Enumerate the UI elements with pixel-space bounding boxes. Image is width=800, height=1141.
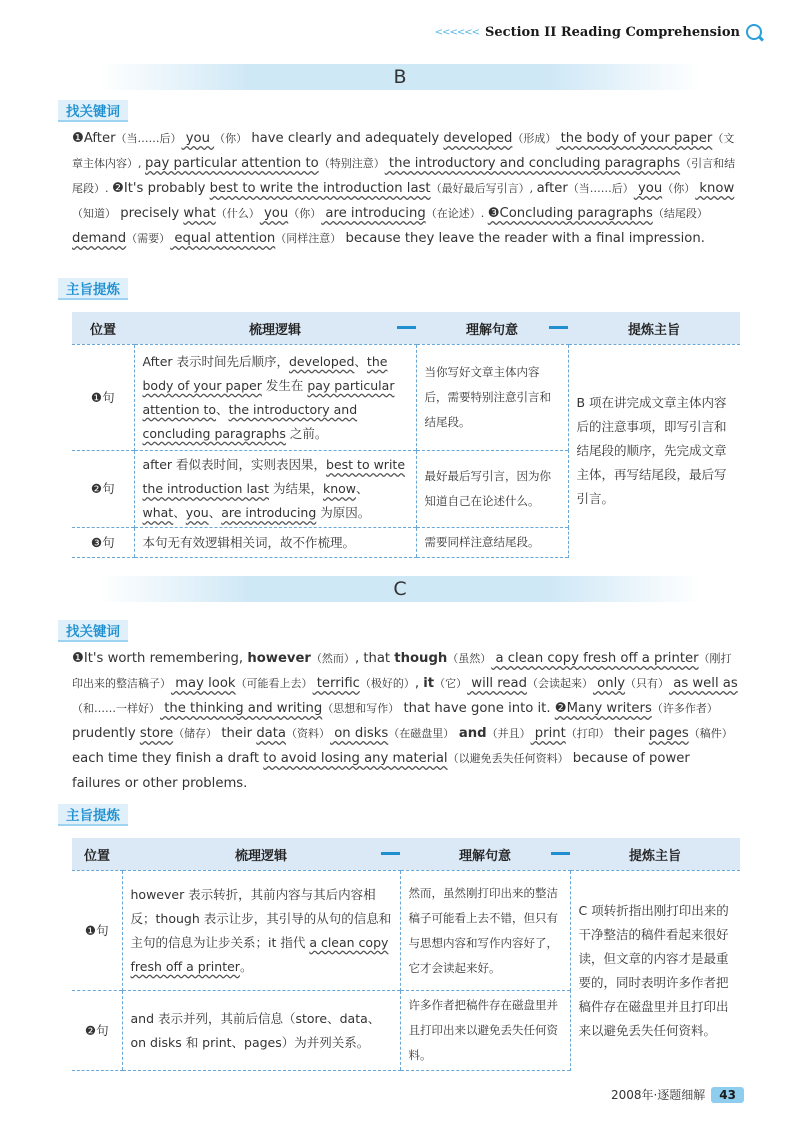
text-segment: that have gone into it. bbox=[399, 701, 555, 716]
text-segment: have clearly and adequately bbox=[247, 131, 444, 146]
text-segment: it bbox=[423, 676, 435, 691]
keyword: the body of your paper bbox=[142, 353, 388, 393]
text-segment: ❶It's worth remembering, bbox=[72, 651, 248, 666]
section-b-keywords-tag: 找关键词 bbox=[58, 100, 128, 122]
header-logic: 梳理逻辑 bbox=[134, 312, 416, 345]
text-segment: their bbox=[609, 726, 649, 741]
row-logic bbox=[122, 871, 400, 991]
row-position: ❶句 bbox=[72, 871, 122, 991]
footer-text: 2008年·逐题细解 bbox=[610, 1088, 706, 1102]
row-sentence: 最好最后写引言，因为你知道自己在论述什么。 bbox=[416, 451, 568, 528]
text-segment: （你） bbox=[288, 207, 322, 220]
text-segment: （结尾段） bbox=[652, 207, 708, 220]
text-segment: （并且） bbox=[486, 727, 531, 740]
text-segment: （资料） bbox=[286, 727, 331, 740]
text-segment: （引言和结尾段）. bbox=[72, 157, 736, 195]
text-segment: because of power failures or other problems. bbox=[72, 751, 690, 791]
row-position: ❷句 bbox=[72, 451, 134, 528]
text-segment: （需要） bbox=[126, 232, 171, 245]
text-segment: （思想和写作） bbox=[322, 702, 400, 715]
section-c-letter: C bbox=[393, 578, 407, 600]
row-sentence: 当你写好文章主体内容后，需要特别注意引言和结尾段。 bbox=[416, 345, 568, 451]
keyword: demand bbox=[72, 231, 127, 246]
text-segment: （打印） bbox=[565, 727, 610, 740]
text-segment: （当……后） bbox=[567, 182, 634, 195]
row-logic bbox=[134, 528, 416, 558]
keyword: know bbox=[322, 481, 357, 496]
main-idea-cell: B 项在讲完成文章主体内容后的注意事项，即写引言和结尾段的顺序，先完成文章主体，再写结尾段，最后写引言。 bbox=[568, 345, 740, 558]
header-logic: 梳理逻辑 bbox=[122, 838, 400, 871]
text-segment: （当……后） bbox=[115, 132, 182, 145]
text-segment: （会读起来） bbox=[526, 677, 593, 690]
keyword: pages bbox=[648, 726, 689, 741]
text-segment: （形成） bbox=[512, 132, 557, 145]
keyword: equal attention bbox=[170, 231, 276, 246]
text-segment: （储存） bbox=[173, 727, 218, 740]
text-segment: their bbox=[217, 726, 257, 741]
search-icon bbox=[746, 24, 762, 40]
text-segment: 、 bbox=[208, 505, 222, 520]
row-logic bbox=[122, 991, 400, 1071]
keyword: ❸Concluding paragraphs bbox=[487, 206, 653, 221]
row-sentence: 许多作者把稿件存在磁盘里并且打印出来以避免丢失任何资料。 bbox=[400, 991, 570, 1071]
keyword: only bbox=[592, 676, 626, 691]
row-position: ❶句 bbox=[72, 345, 134, 451]
row-sentence: 然而，虽然刚打印出来的整洁稿子可能看上去不错，但只有与思想内容和写作内容好了，它才会读起来好。 bbox=[400, 871, 570, 991]
section-c-main-tag: 主旨提炼 bbox=[58, 804, 128, 826]
page-header bbox=[435, 24, 762, 40]
row-sentence: 需要同样注意结尾段。 bbox=[416, 528, 568, 558]
keyword: a clean copy fresh off a printer bbox=[491, 651, 699, 666]
text-segment: however 表示转折，其前内容与其后内容相反；though 表示让步，其引导的从句的信息和主句的信息为让步关系；it 指代 bbox=[130, 886, 392, 950]
keyword: are introducing bbox=[221, 505, 317, 520]
text-segment: （然而） bbox=[310, 652, 355, 665]
table-row bbox=[72, 871, 740, 991]
keyword: best to write the introduction last bbox=[142, 457, 406, 496]
page-footer bbox=[611, 1086, 744, 1103]
keyword: the introductory and concluding paragraphs bbox=[142, 401, 358, 441]
section-c-paragraph bbox=[72, 646, 740, 796]
page-number: 43 bbox=[711, 1087, 744, 1103]
keyword: you bbox=[633, 181, 663, 196]
keyword: developed bbox=[289, 353, 355, 369]
section-b-main-tag: 主旨提炼 bbox=[58, 278, 128, 300]
keyword: data bbox=[256, 726, 287, 741]
keyword: best to write the introduction last bbox=[209, 181, 431, 196]
row-logic bbox=[134, 345, 416, 451]
header-meaning: 理解句意 bbox=[400, 838, 570, 871]
section-c-banner bbox=[100, 576, 700, 602]
keyword: the body of your paper bbox=[556, 131, 713, 146]
text-segment: though bbox=[394, 651, 448, 666]
text-segment: （在论述）. bbox=[425, 207, 488, 220]
keyword: as well as bbox=[669, 676, 738, 691]
keyword: what bbox=[142, 505, 174, 520]
section-b-paragraph bbox=[72, 126, 740, 251]
text-segment: （只有） bbox=[625, 677, 670, 690]
text-segment: ❶After bbox=[72, 131, 116, 146]
section-c-table bbox=[72, 838, 740, 1071]
text-segment: 、 bbox=[216, 401, 229, 417]
section-c-keywords-tag: 找关键词 bbox=[58, 620, 128, 642]
keyword: the introductory and concluding paragraphs bbox=[384, 156, 681, 171]
text-segment: precisely bbox=[116, 206, 184, 221]
row-position: ❸句 bbox=[72, 528, 134, 558]
main-idea-cell: C 项转折指出刚打印出来的干净整洁的稿件看起来很好读，但文章的内容才是最重要的，同时表明许多作者把稿件存在磁盘里并且打印出来以避免丢失任何资料。 bbox=[570, 871, 740, 1071]
keyword: you bbox=[181, 131, 215, 146]
keyword: the thinking and writing bbox=[160, 701, 323, 716]
text-segment: （特别注意） bbox=[318, 157, 385, 170]
section-b-banner bbox=[100, 64, 700, 90]
text-segment: （以避免丢失任何资料） bbox=[447, 752, 569, 765]
text-segment: 为原因。 bbox=[316, 505, 371, 520]
text-segment: 本句无有效逻辑相关词，故不作梳理。 bbox=[142, 534, 356, 550]
text-segment: （虽然） bbox=[447, 652, 492, 665]
section-b-letter: B bbox=[393, 66, 407, 88]
keyword: on disks bbox=[330, 726, 389, 741]
keyword: are introducing bbox=[321, 206, 426, 221]
text-segment: （同样注意） bbox=[275, 232, 342, 245]
keyword: may look bbox=[171, 676, 236, 691]
text-segment: （知道） bbox=[72, 207, 116, 220]
keyword: pay particular attention to bbox=[142, 377, 395, 417]
text-segment: （可能看上去） bbox=[235, 677, 313, 690]
text-segment: （和……一样好） bbox=[72, 702, 160, 715]
text-segment: 。 bbox=[239, 958, 253, 974]
text-segment: 、 bbox=[354, 353, 367, 369]
header-arrows: <<<<<< bbox=[434, 26, 479, 38]
text-segment: （什么） bbox=[215, 207, 260, 220]
section-b-table bbox=[72, 312, 740, 558]
text-segment: ❷It's probably bbox=[112, 181, 210, 196]
keyword: will read bbox=[467, 676, 527, 691]
text-segment: （文章主体内容）, bbox=[72, 132, 735, 170]
keyword: a clean copy fresh off a printer bbox=[130, 934, 389, 974]
text-segment: （你） bbox=[214, 132, 248, 145]
keyword: store bbox=[139, 726, 174, 741]
text-segment: （它） bbox=[434, 677, 468, 690]
header-meaning: 理解句意 bbox=[416, 312, 568, 345]
keyword: ❷Many writers bbox=[554, 701, 652, 716]
keyword: terrific bbox=[312, 676, 360, 691]
keyword: know bbox=[695, 181, 735, 196]
text-segment: 之前。 bbox=[285, 425, 328, 441]
text-segment: because they leave the reader with a final impression. bbox=[341, 231, 705, 246]
text-segment: prudently bbox=[72, 726, 140, 741]
section-title: Section II Reading Comprehension bbox=[485, 24, 740, 40]
keyword: print bbox=[530, 726, 566, 741]
text-segment: 为结果， bbox=[269, 481, 323, 496]
text-segment: each time they finish a draft bbox=[72, 751, 264, 766]
header-position: 位置 bbox=[72, 312, 134, 345]
keyword: developed bbox=[443, 131, 513, 146]
text-segment: and bbox=[454, 726, 487, 741]
header-position: 位置 bbox=[72, 838, 122, 871]
text-segment: 、 bbox=[356, 481, 369, 496]
text-segment: （你） bbox=[662, 182, 696, 195]
text-segment: and 表示并列，其前后信息（store、data、on disks 和 print、pages）为并列关系。 bbox=[130, 1010, 381, 1050]
text-segment: After 表示时间先后顺序， bbox=[142, 353, 289, 369]
text-segment: （极好的） bbox=[359, 677, 415, 690]
keyword: what bbox=[183, 206, 216, 221]
row-logic bbox=[134, 451, 416, 528]
text-segment: （刚打印出来的整洁稿子） bbox=[72, 652, 732, 690]
text-segment: 、 bbox=[173, 505, 186, 520]
text-segment: , that bbox=[354, 651, 395, 666]
keyword: you bbox=[259, 206, 289, 221]
keyword: you bbox=[185, 505, 209, 520]
keyword: to avoid losing any material bbox=[263, 751, 448, 766]
text-segment: （最好最后写引言）, bbox=[430, 182, 537, 195]
header-main-idea: 提炼主旨 bbox=[568, 312, 740, 345]
text-segment: （在磁盘里） bbox=[388, 727, 455, 740]
text-segment: 发生在 bbox=[261, 377, 308, 393]
table-row bbox=[72, 345, 740, 451]
text-segment: （许多作者） bbox=[651, 702, 718, 715]
text-segment: （稿件） bbox=[688, 727, 733, 740]
row-position: ❷句 bbox=[72, 991, 122, 1071]
keyword: pay particular attention to bbox=[145, 156, 319, 171]
text-segment: after 看似表时间，实则表因果， bbox=[142, 457, 327, 472]
text-segment: however bbox=[247, 651, 311, 666]
text-segment: after bbox=[536, 181, 568, 196]
text-segment: , bbox=[414, 676, 424, 691]
header-main-idea: 提炼主旨 bbox=[570, 838, 740, 871]
